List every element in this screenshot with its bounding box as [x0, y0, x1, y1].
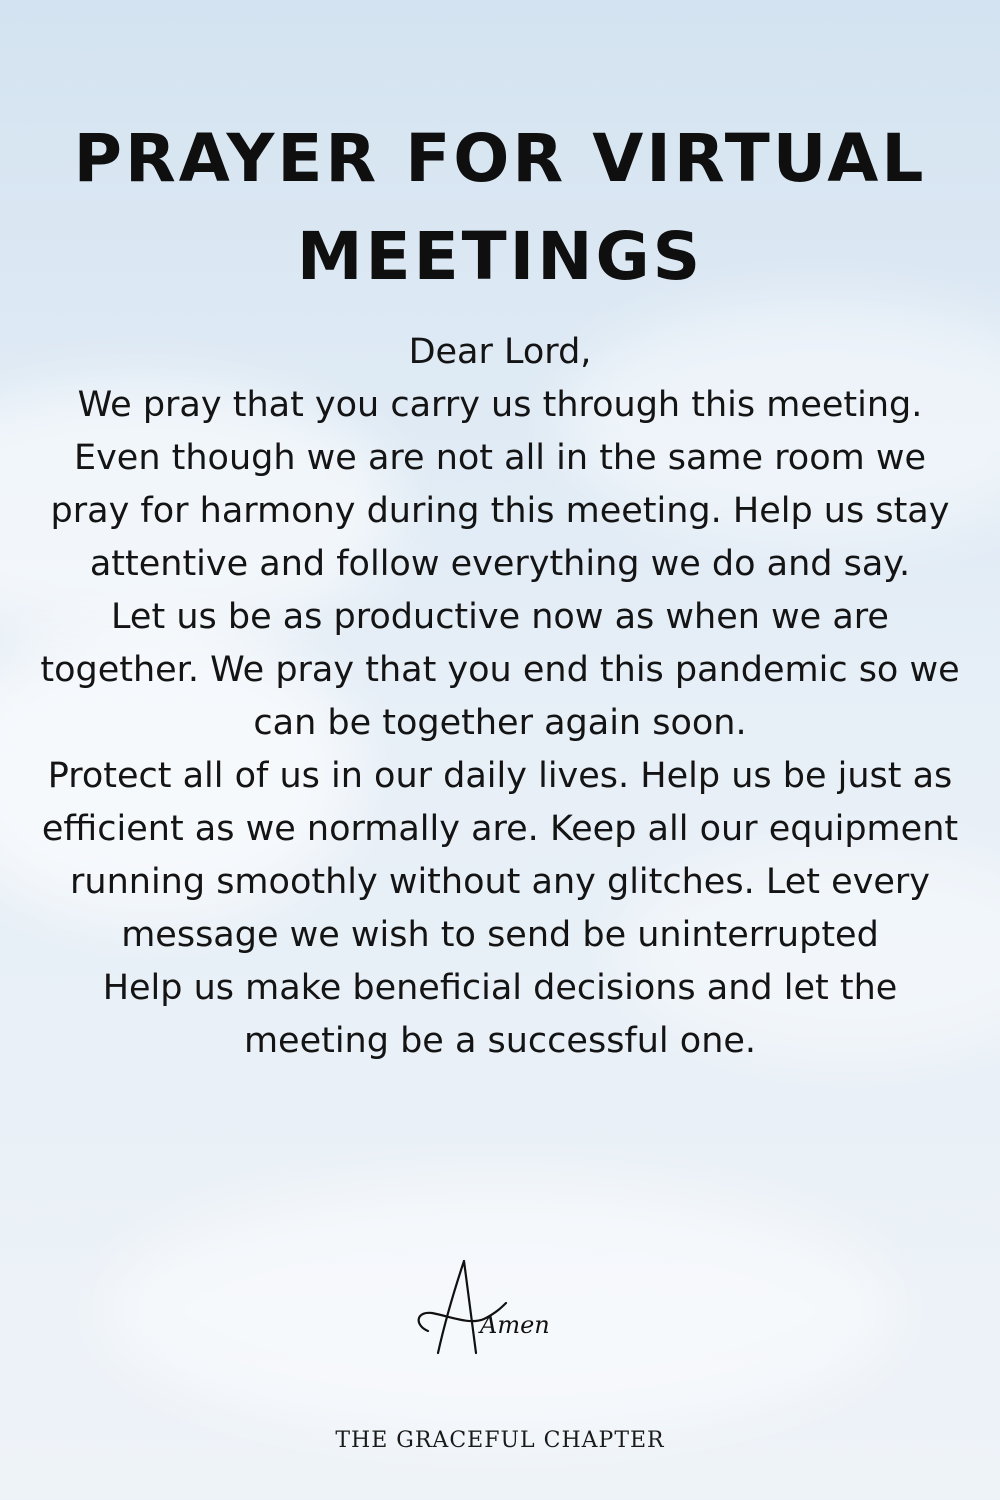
page-title: PRAYER FOR VIRTUAL MEETINGS	[73, 120, 927, 295]
prayer-paragraph: We pray that you carry us through this meeting. Even though we are not all in the same room we pray for harmony during this meeting. Help us stay attentive and follow everything we do and say.	[50, 385, 950, 584]
prayer-paragraph: Help us make beneficial decisions and let the meeting be a successful one.	[102, 968, 898, 1061]
brand-footer: THE GRACEFUL CHAPTER	[335, 1428, 665, 1453]
prayer-paragraph: Dear Lord,	[408, 332, 592, 372]
prayer-paragraph: Let us be as productive now as when we are together. We pray that you end this pandemic so we can be together again soon.	[40, 597, 960, 743]
prayer-body	[40, 326, 960, 1068]
amen-script-letter-a	[419, 1261, 506, 1353]
amen-signature-text: Amen	[480, 1311, 550, 1339]
amen-signature	[410, 1255, 590, 1365]
prayer-paragraph: Protect all of us in our daily lives. Help us be just as efficient as we normally are. Keep all our equipment running smoothly without any glitches. Let every message we wish to send be uninterrupted	[41, 756, 959, 955]
